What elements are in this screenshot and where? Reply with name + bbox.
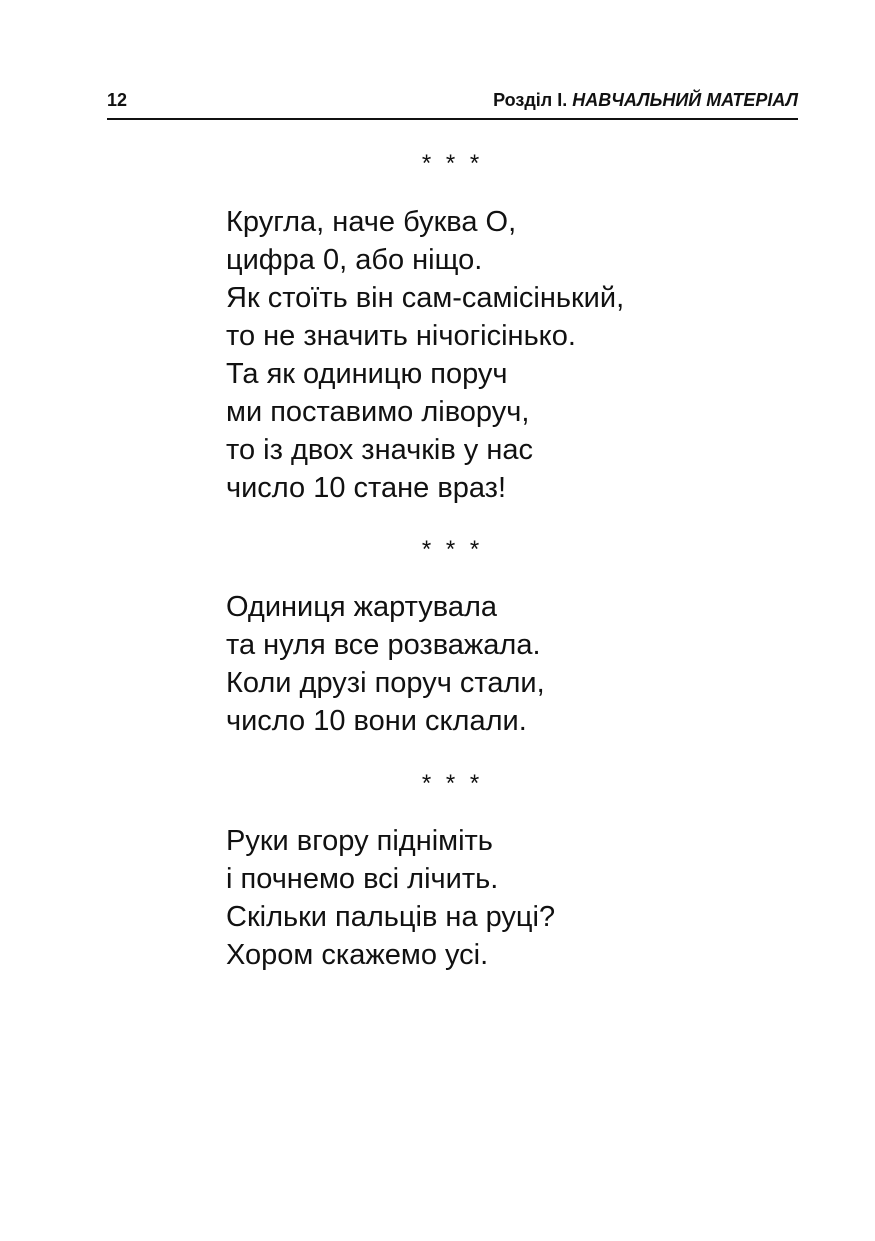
poem-line: Одиниця жартувала: [226, 591, 498, 623]
page-number: 12: [107, 90, 128, 110]
poem-line: число 10 вони склали.: [226, 705, 527, 737]
section-label: Розділ І.: [493, 90, 568, 110]
poem-line: число 10 стане враз!: [226, 472, 507, 504]
poem-line: цифра 0, або ніщо.: [226, 244, 483, 276]
poem-line: Як стоїть він сам-самісінький,: [226, 282, 625, 314]
poem-stanza-1: [226, 203, 624, 507]
poem-line: Скільки пальців на руці?: [226, 901, 556, 933]
poem-line: Кругла, наче буква О,: [226, 206, 517, 238]
poem-line: Та як одиницю поруч: [226, 358, 508, 390]
poem-line: Коли друзі поруч стали,: [226, 667, 545, 699]
stanza-separator: * * *: [421, 536, 484, 563]
page-header: [107, 88, 798, 120]
poem-line: то із двох значків у нас: [226, 434, 534, 466]
poem-line: Хором скажемо усі.: [226, 939, 489, 971]
poem-line: Руки вгору підніміть: [226, 825, 493, 857]
poem-line: та нуля все розважала.: [226, 629, 541, 661]
poem-stanza-2: [226, 588, 545, 740]
stanza-separator: * * *: [421, 150, 484, 177]
poem-line: і почнемо всі лічить.: [226, 863, 499, 895]
running-head: [493, 90, 798, 111]
stanza-separator: * * *: [421, 770, 484, 797]
section-title: НАВЧАЛЬНИЙ МАТЕРІАЛ: [572, 90, 798, 110]
poem-line: то не значить нічогісінько.: [226, 320, 576, 352]
poem-stanza-3: [226, 822, 555, 974]
poem-line: ми поставимо ліворуч,: [226, 396, 530, 428]
